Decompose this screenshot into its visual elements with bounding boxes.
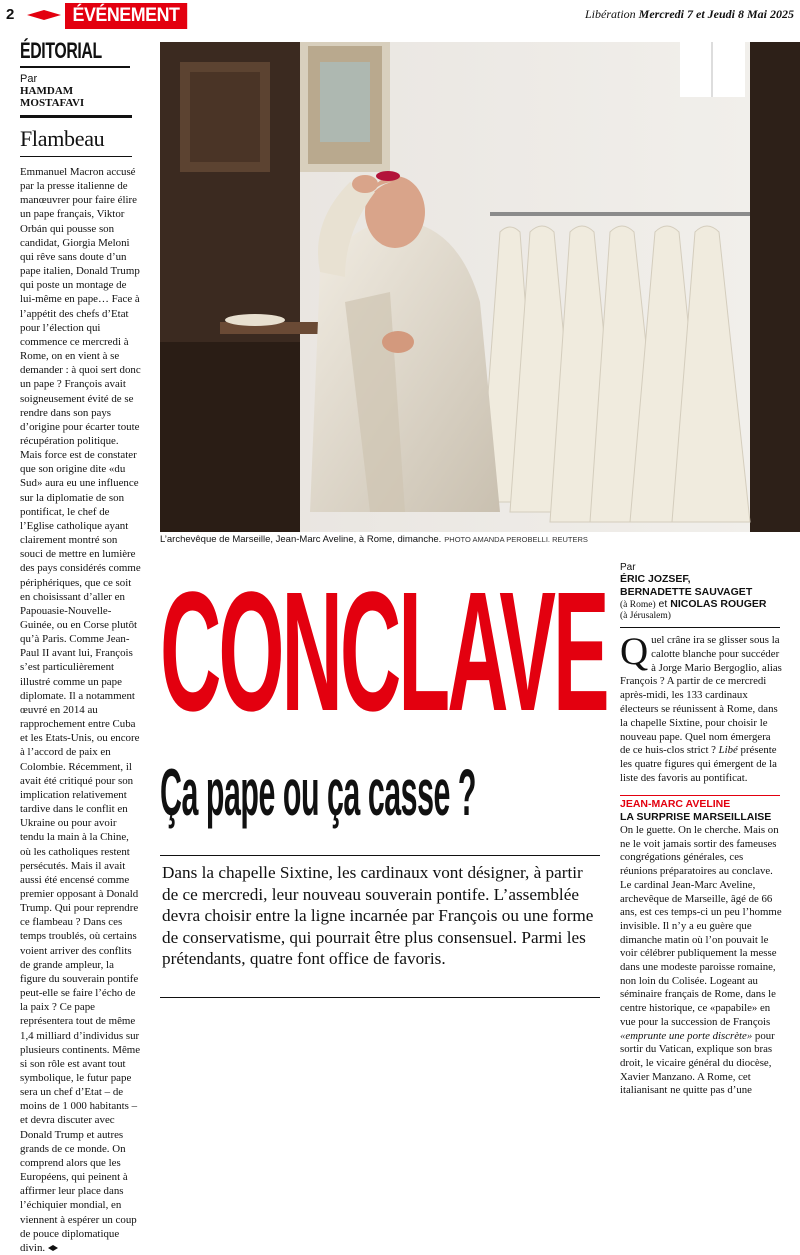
candidate-subhead: LA SURPRISE MARSEILLAISE <box>620 811 772 823</box>
byline-author-3: NICOLAS ROUGER <box>670 598 767 610</box>
lede-paragraph <box>620 630 782 786</box>
byline-author-2: BERNADETTE SAUVAGET <box>620 585 753 598</box>
byline-location-1: (à Rome) <box>620 600 656 610</box>
divider <box>160 855 600 856</box>
editorial-text: Emmanuel Macron accusé par la presse italienne de manœuvrer pour faire élire un pape français, Viktor Orbán qui pousse son candidat, Giorgia Meloni qui rêve sans doute d’un pape italien, Donald Trump qui poste un montage de lui-même en pape… Face à l’appétit des chefs d’Etat pour l’élection qui commence ce mercredi à Rome, on en vient à se demander : à quoi sert donc un pape ? François avait soigneusement évité de se rendre dans son pays d’origine pour écarter toute récupération politique. Mais force est de constater que son origine dite «du Sud» aura eu une influence sur la diplomatie de son pontificat, le chef de l’Eglise catholique ayant clairement montré son souci de mettre en lumière des pays considérés comme périphériques, que ce soit en choisissant d’aller en Papouasie-Nouvelle-Guinée, ou en Corse plutôt qu’à Paris. Comme Jean-Paul II avant lui, François s’est particulièrement illustré comme un pape diplomate. Il a notamment œuvré en 2014 au rapprochement entre Cuba et les Etats-Unis, ou encore à l’accord de paix en Colombie. Récemment, il avait été critiqué pour son implication relativement tardive dans le conflit en Ukraine ou pour avoir tendu la main à la Chine, où les catholiques restent persécutés. Mais il avait aussi été encensé comme premier opposant à Donald Trump. Qui pour reprendre ce flambeau ? Dans ces temps troublés, où certains voient arriver des conflits de grande ampleur, la figure du souverain pontife peut-elle se faire l’écho de la paix ? Ce pape représentera tout de même 1,4 milliard d’individus sur plusieurs continents. Même si son rôle est avant tout symbolique, le futur pape sera un chef d’Etat – de moins de 1 000 habitants – et devra discuter avec Donald Trump et autres grands de ce monde. On comprend alors que les Européens, qui peinent à affirmer leur place dans l’échiquier mondial, en viennent à espérer un coup de pouce diplomatique divin. <box>20 166 141 1254</box>
editorial-column <box>20 40 140 1255</box>
divider <box>160 997 600 998</box>
byline-location-2: (à Jérusalem) <box>620 610 671 621</box>
byline-line-3 <box>620 598 780 611</box>
byline-names <box>620 573 780 621</box>
lede-italic: Libé <box>718 744 738 757</box>
date-text: Mercredi 7 et Jeudi 8 Mai 2025 <box>638 7 794 21</box>
publication-name: Libération <box>585 7 636 21</box>
end-mark-icon <box>48 1245 58 1251</box>
headline-subtitle: Ça pape ou ça casse ? <box>160 755 477 829</box>
editorial-author: HAMDAM MOSTAFAVI <box>20 85 85 109</box>
photo-caption <box>160 534 600 545</box>
dateline <box>585 7 794 22</box>
candidate-section-head <box>620 795 780 823</box>
byline <box>620 562 780 621</box>
editorial-par: Par <box>20 73 38 85</box>
page-header <box>0 0 800 34</box>
divider <box>620 627 780 628</box>
editorial-body <box>20 165 142 1255</box>
candidate-quote: «emprunte une porte discrète» <box>620 1029 753 1042</box>
photo-illustration <box>160 42 800 532</box>
lede-text-2: présente les quatre figures qui émergent de la liste des favoris au pontificat. <box>620 744 777 784</box>
photo-credit: PHOTO AMANDA PEROBELLI. REUTERS <box>444 535 588 544</box>
dropcap: Q <box>620 630 649 673</box>
diamond-icon <box>27 10 61 20</box>
byline-author-1: ÉRIC JOZSEF, <box>620 573 691 585</box>
editorial-title: Flambeau <box>20 126 105 151</box>
candidate-name: JEAN-MARC AVELINE <box>620 798 731 810</box>
candidate-text-1: On le guette. On le cherche. Mais on ne le voit jamais sortir des fameuses congrégations générales, ces réunions préparatoires au conclave. Le cardinal Jean-Marc Aveline, archevêque de Marseille, âgé de 66 ans, est ces temps-ci un peu l’homme invisible. Il n’y a eu guère que dimanche matin où l’on pouvait le voir célébrer publiquement la messe dans une modeste paroisse romaine, non loin du Colisée. Logeant au séminaire français de Rome, dans le centre historique, ce «papabile» en vue pour la succession de François <box>620 824 782 1028</box>
section-rubric: ÉVÉNEMENT <box>65 3 187 29</box>
lede-text-1: uel crâne ira se glisser sous la calotte blanche pour succéder à Jorge Mario Bergoglio, alias François ? A partir de ce mercredi après-midi, les 133 cardinaux électeurs se réunissent à Rome, dans la chapelle Sixtine, pour choisir le nouveau pape. Quel nom émergera de ce huis-clos strict ? <box>620 634 782 757</box>
candidate-text-2: pour sortir du Vatican, explique son bras droit, le vicaire général du diocèse, Xavier Manzano. A Rome, cet italianisant ne quitte pas d’une <box>620 1029 775 1097</box>
caption-text: L’archevêque de Marseille, Jean-Marc Aveline, à Rome, dimanche. <box>160 534 442 545</box>
editorial-label: ÉDITORIAL <box>20 38 102 63</box>
byline-par: Par <box>620 562 636 573</box>
divider <box>20 156 132 157</box>
standfirst: Dans la chapelle Sixtine, les cardinaux vont désigner, à partir de ce mercredi, leur nouveau souverain pontife. L’assemblée devra choisir entre la ligne incarnée par François ou une forme de conservatisme, qui pourrait être plus consensuel. Parmi les prétendants, quatre font office de favoris. <box>162 863 594 968</box>
cover-photo <box>160 42 800 532</box>
divider <box>20 115 132 118</box>
headline-title: CONCLAVE <box>160 557 607 747</box>
byline-and: et <box>658 598 668 610</box>
page-number: 2 <box>6 6 15 23</box>
candidate-body <box>620 824 782 1098</box>
divider <box>20 66 130 68</box>
